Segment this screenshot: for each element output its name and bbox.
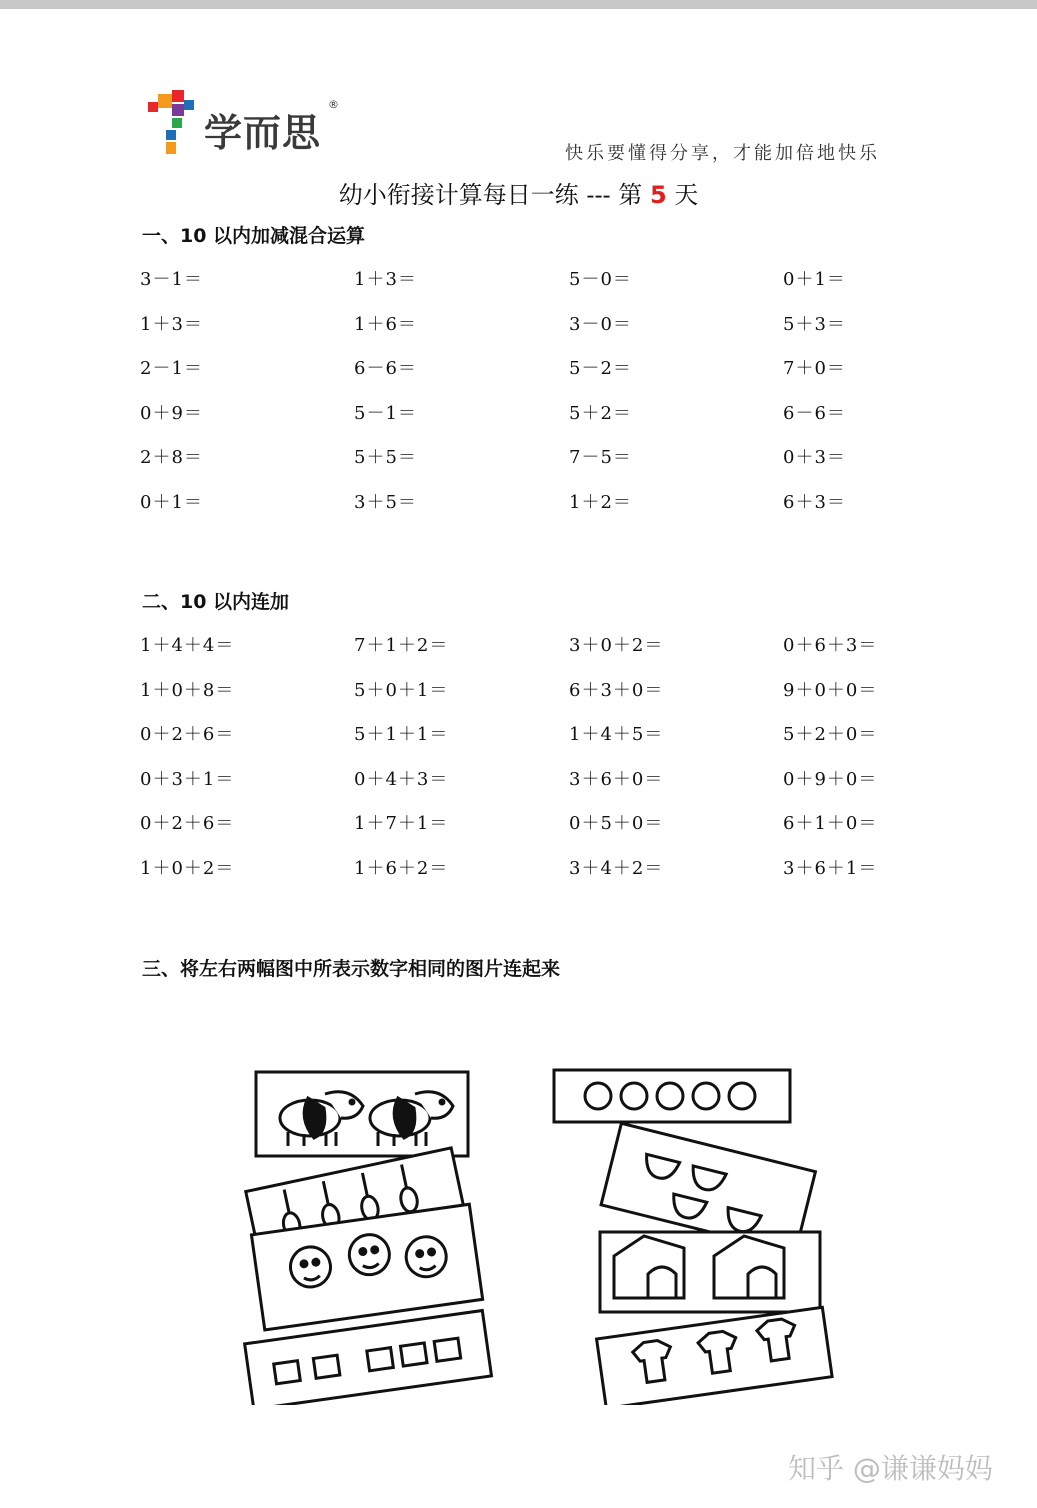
right-card-houses <box>600 1232 820 1312</box>
math-problem: 6－6＝ <box>783 402 846 424</box>
logo-text: 学而思 <box>204 111 322 155</box>
right-card-shirts <box>597 1307 833 1405</box>
math-problem: 1＋0＋2＝ <box>140 857 235 879</box>
math-problem: 1＋0＋8＝ <box>140 679 235 701</box>
math-problem: 0＋6＋3＝ <box>783 635 878 656</box>
math-problem: 3＋5＝ <box>354 491 417 513</box>
section3-heading: 三、将左右两幅图中所表示数字相同的图片连起来 <box>142 958 561 980</box>
math-problem: 0＋3＋1＝ <box>140 768 235 790</box>
title-suffix: 天 <box>674 181 699 209</box>
math-problem: 1＋7＋1＝ <box>354 813 449 835</box>
math-problem: 0＋2＋6＝ <box>140 724 235 746</box>
math-problem: 5＋3＝ <box>783 313 846 335</box>
top-border <box>0 0 1037 9</box>
math-problem: 6－6＝ <box>354 358 417 380</box>
left-card-dogs <box>256 1072 468 1156</box>
problem-row <box>140 488 1000 533</box>
math-problem: 0＋9＝ <box>140 402 203 424</box>
math-problem: 5＋0＋1＝ <box>354 679 449 701</box>
problem-row <box>140 399 1000 444</box>
math-problem: 6＋3＝ <box>783 491 846 513</box>
math-problem: 5－2＝ <box>569 358 632 380</box>
math-problem: 7－5＝ <box>569 447 632 469</box>
problem-row <box>140 809 1000 854</box>
math-problem: 3＋6＋1＝ <box>783 857 878 879</box>
problem-row <box>140 765 1000 810</box>
problem-row <box>140 676 1000 721</box>
math-problem: 0＋1＝ <box>783 269 846 290</box>
watermark: 知乎 @谦谦妈妈 <box>788 1452 993 1485</box>
math-problem: 1＋4＋5＝ <box>569 724 664 746</box>
math-problem: 1＋6＝ <box>354 313 417 335</box>
problem-row <box>140 443 1000 488</box>
math-problem: 0＋3＝ <box>783 447 846 469</box>
math-problem: 0＋1＝ <box>140 491 203 513</box>
slogan: 快乐要懂得分享，才能加倍地快乐 <box>565 143 880 164</box>
section1-heading: 一、10 以内加减混合运算 <box>142 225 366 247</box>
problem-row <box>140 631 1000 676</box>
math-problem: 0＋9＋0＝ <box>783 768 878 790</box>
brand-logo <box>148 90 348 160</box>
title-prefix: 幼小衔接计算每日一练 --- 第 <box>338 181 643 209</box>
math-problem: 5＋1＋1＝ <box>354 724 449 746</box>
section2-heading: 二、10 以内连加 <box>142 591 290 613</box>
math-problem: 6＋1＋0＝ <box>783 813 878 835</box>
math-problem: 1＋2＝ <box>569 491 632 513</box>
title-day-number: 5 <box>649 181 667 209</box>
problem-row <box>140 354 1000 399</box>
math-problem: 5＋2＋0＝ <box>783 724 878 746</box>
math-problem: 7＋1＋2＝ <box>354 635 449 656</box>
math-problem: 1＋4＋4＝ <box>140 635 235 656</box>
math-problem: 6＋3＋0＝ <box>569 679 664 701</box>
math-problem: 2－1＝ <box>140 358 203 380</box>
matching-pictures <box>230 1060 840 1405</box>
section1-problems <box>140 265 1000 533</box>
math-problem: 5－0＝ <box>569 269 632 290</box>
math-problem: 7＋0＝ <box>783 358 846 380</box>
logo-mark-icon <box>148 90 204 160</box>
math-problem: 3＋4＋2＝ <box>569 857 664 879</box>
math-problem: 3＋6＋0＝ <box>569 768 664 790</box>
math-problem: 0＋5＋0＝ <box>569 813 664 835</box>
problem-row <box>140 854 1000 899</box>
math-problem: 3－0＝ <box>569 313 632 335</box>
math-problem: 5＋5＝ <box>354 447 417 469</box>
right-card-circles <box>554 1070 790 1122</box>
math-problem: 1＋6＋2＝ <box>354 857 449 879</box>
problem-row <box>140 310 1000 355</box>
math-problem: 2＋8＝ <box>140 447 203 469</box>
page-title <box>0 175 1037 210</box>
math-problem: 3－1＝ <box>140 269 203 290</box>
problem-row <box>140 720 1000 765</box>
registered-mark: ® <box>328 98 339 111</box>
math-problem: 5＋2＝ <box>569 402 632 424</box>
section2-problems <box>140 631 1000 899</box>
math-problem: 1＋3＝ <box>140 313 203 335</box>
math-problem: 9＋0＋0＝ <box>783 679 878 701</box>
math-problem: 5－1＝ <box>354 402 417 424</box>
math-problem: 3＋0＋2＝ <box>569 635 664 656</box>
math-problem: 0＋4＋3＝ <box>354 768 449 790</box>
problem-row <box>140 265 1000 310</box>
math-problem: 0＋2＋6＝ <box>140 813 235 835</box>
math-problem: 1＋3＝ <box>354 269 417 290</box>
